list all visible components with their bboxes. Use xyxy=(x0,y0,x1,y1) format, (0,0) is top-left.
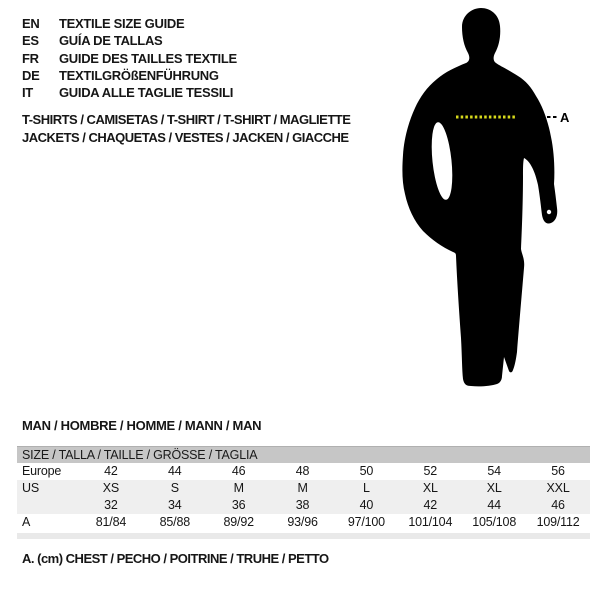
measurement-footnote: A. (cm) CHEST / PECHO / POITRINE / TRUHE / PETTO xyxy=(22,551,329,566)
table-cell: XL xyxy=(422,481,438,495)
row-label xyxy=(17,497,79,514)
table-cell: 42 xyxy=(423,498,438,512)
table-cell: 93/96 xyxy=(287,515,318,529)
table-cell: 101/104 xyxy=(408,515,453,529)
table-cell: 97/100 xyxy=(347,515,385,529)
table-cell: L xyxy=(363,481,370,495)
table-cell: 52 xyxy=(423,464,438,478)
table-cell: 105/108 xyxy=(472,515,517,529)
language-row xyxy=(22,68,237,85)
table-cell: 42 xyxy=(104,464,118,478)
row-label: Europe xyxy=(22,464,62,478)
language-code: IT xyxy=(22,85,33,101)
table-cell: 85/88 xyxy=(159,515,190,529)
table-row-us-numeric xyxy=(17,497,590,514)
table-cell: XL xyxy=(486,481,502,495)
table-cell: 56 xyxy=(551,464,565,478)
language-code: ES xyxy=(22,33,39,49)
garment-category-lines xyxy=(22,111,350,146)
size-table xyxy=(17,446,590,539)
section-title-man: MAN / HOMBRE / HOMME / MANN / MAN xyxy=(22,418,262,433)
language-row xyxy=(22,33,237,50)
table-cell: 40 xyxy=(359,498,374,512)
man-silhouette xyxy=(402,8,557,386)
table-cell: M xyxy=(233,481,244,495)
table-cell: 38 xyxy=(295,498,310,512)
table-cell: XXL xyxy=(546,481,570,495)
language-title: GUIDA ALLE TAGLIE TESSILI xyxy=(59,85,234,101)
language-row xyxy=(22,51,237,68)
table-cell: 46 xyxy=(551,498,565,512)
table-cell: 34 xyxy=(168,498,182,512)
table-cell: 50 xyxy=(359,464,374,478)
table-cell: 46 xyxy=(231,464,246,478)
table-cell: S xyxy=(170,481,179,495)
table-row-chest-a xyxy=(17,514,590,531)
table-cell: 44 xyxy=(487,498,501,512)
row-label: US xyxy=(22,481,39,495)
table-cell: M xyxy=(297,481,308,495)
language-title: TEXTILE SIZE GUIDE xyxy=(59,16,185,31)
table-cell: 44 xyxy=(168,464,182,478)
language-code: FR xyxy=(22,50,39,66)
size-table-header: SIZE / TALLA / TAILLE / GRÖSSE / TAGLIA xyxy=(17,446,590,463)
table-cell: XS xyxy=(102,481,120,495)
table-cell: 36 xyxy=(231,498,246,512)
language-code: DE xyxy=(22,67,40,83)
table-cell: 81/84 xyxy=(95,515,127,529)
language-title-list xyxy=(22,16,237,102)
table-bottom-bar xyxy=(17,533,590,539)
category-line-tshirts: T-SHIRTS / CAMISETAS / T-SHIRT / T-SHIRT / MAGLIETTE xyxy=(22,112,351,127)
man-silhouette-figure xyxy=(400,5,580,390)
language-row xyxy=(22,85,237,102)
table-row-us xyxy=(17,480,590,497)
language-code: EN xyxy=(22,16,40,31)
language-title: GUIDE DES TAILLES TEXTILE xyxy=(59,50,237,66)
language-title: TEXTILGRÖßENFÜHRUNG xyxy=(59,67,219,83)
row-label: A xyxy=(22,515,31,529)
measure-label-a: A xyxy=(560,110,570,125)
table-cell: 89/92 xyxy=(223,515,254,529)
table-row-europe xyxy=(17,463,590,480)
right-hand-thumb-gap xyxy=(547,210,551,214)
table-cell: 32 xyxy=(104,498,118,512)
language-row xyxy=(22,16,237,33)
language-title: GUÍA DE TALLAS xyxy=(59,33,163,49)
table-cell: 48 xyxy=(295,464,310,478)
category-line-jackets: JACKETS / CHAQUETAS / VESTES / JACKEN / GIACCHE xyxy=(22,129,349,145)
table-cell: 109/112 xyxy=(536,515,580,529)
table-cell: 54 xyxy=(487,464,501,478)
